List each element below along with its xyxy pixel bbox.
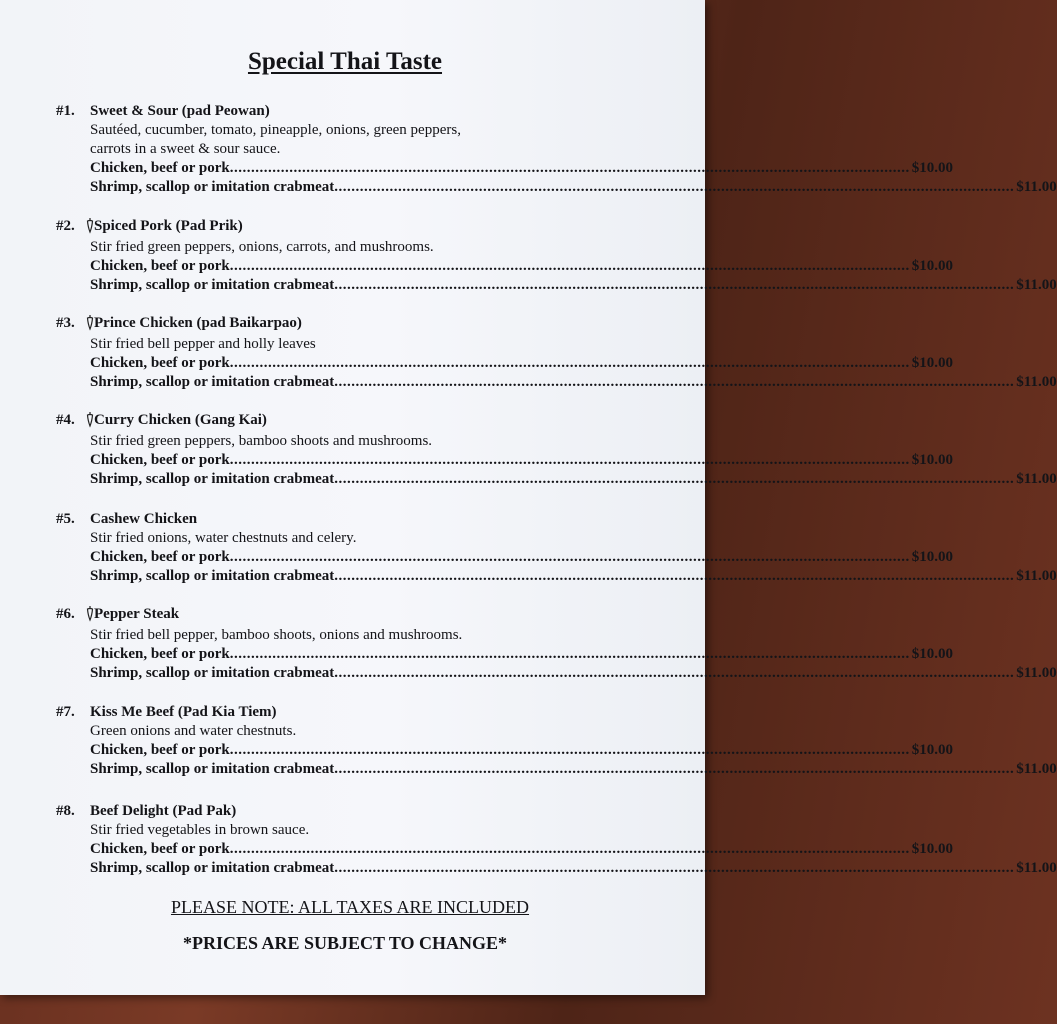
dot-leader: ................................................................................................................................................................ [334, 179, 1015, 195]
price-option-label: Shrimp, scallop or imitation crabmeat [90, 374, 335, 390]
price-row [90, 567, 1057, 586]
menu-item-body [90, 335, 1057, 392]
dot-leader: ................................................................................................................................................................ [229, 258, 910, 274]
menu-item-body [90, 121, 1057, 197]
price: $10.00 [911, 355, 953, 371]
price-row [90, 859, 1057, 878]
menu-item-body [90, 529, 1057, 586]
menu-item-body [90, 432, 1057, 489]
item-name: Curry Chicken (Gang Kai) [94, 412, 267, 428]
menu-item-header [56, 802, 641, 821]
price-row [90, 373, 1057, 392]
menu-item-header [56, 703, 641, 722]
item-number: #1. [56, 103, 75, 119]
item-number: #7. [56, 704, 75, 720]
menu-item-header [56, 102, 641, 121]
price-row [90, 548, 953, 567]
price: $11.00 [1016, 665, 1057, 681]
menu-item [56, 411, 1057, 489]
item-name: Kiss Me Beef (Pad Kia Tiem) [90, 704, 277, 720]
item-description: carrots in a sweet & sour sauce. [90, 141, 281, 157]
menu-title: Special Thai Taste [247, 48, 443, 75]
price-option-label: Shrimp, scallop or imitation crabmeat [90, 761, 335, 777]
price-option-label: Shrimp, scallop or imitation crabmeat [90, 179, 335, 195]
price: $11.00 [1016, 860, 1057, 876]
item-name: Cashew Chicken [90, 511, 198, 527]
menu-item [56, 314, 1057, 392]
menu-item-body [90, 238, 1057, 295]
menu-item [56, 703, 1057, 779]
price: $10.00 [911, 160, 953, 176]
item-description: Stir fried green peppers, bamboo shoots and mushrooms. [90, 433, 433, 449]
price-option-label: Chicken, beef or pork [90, 549, 230, 565]
dot-leader: ................................................................................................................................................................ [334, 860, 1015, 876]
item-description: Sautéed, cucumber, tomato, pineapple, onions, green peppers, [90, 122, 461, 138]
price-option-label: Chicken, beef or pork [90, 742, 230, 758]
menu-item-header [56, 411, 641, 432]
price: $10.00 [911, 549, 953, 565]
dot-leader: ................................................................................................................................................................ [229, 355, 910, 371]
menu-item-body [90, 821, 1057, 878]
item-number: #6. [56, 606, 75, 622]
dot-leader: ................................................................................................................................................................ [334, 277, 1015, 293]
item-description: Green onions and water chestnuts. [90, 723, 297, 739]
item-number: #2. [56, 218, 75, 234]
item-name: Pepper Steak [94, 606, 180, 622]
price-option-label: Shrimp, scallop or imitation crabmeat [90, 665, 335, 681]
price-row [90, 741, 953, 760]
price: $11.00 [1016, 471, 1057, 487]
chili-pepper-icon [86, 314, 92, 335]
menu-item [56, 102, 1057, 197]
price: $10.00 [911, 646, 953, 662]
menu-item [56, 510, 1057, 586]
price: $10.00 [911, 452, 953, 468]
dot-leader: ................................................................................................................................................................ [334, 471, 1015, 487]
item-description: Stir fried onions, water chestnuts and celery. [90, 530, 357, 546]
menu-item-header [56, 217, 641, 238]
price-option-label: Chicken, beef or pork [90, 452, 230, 468]
price-option-label: Chicken, beef or pork [90, 258, 230, 274]
dot-leader: ................................................................................................................................................................ [229, 549, 910, 565]
price-row [90, 159, 953, 178]
price-option-label: Chicken, beef or pork [90, 160, 230, 176]
price-option-label: Shrimp, scallop or imitation crabmeat [90, 568, 335, 584]
price: $10.00 [911, 742, 953, 758]
price-row [90, 664, 1057, 683]
price-change-warning: *PRICES ARE SUBJECT TO CHANGE* [182, 933, 508, 953]
price: $11.00 [1016, 761, 1057, 777]
price: $11.00 [1016, 568, 1057, 584]
item-number: #3. [56, 315, 75, 331]
dot-leader: ................................................................................................................................................................ [229, 160, 910, 176]
chili-pepper-icon [86, 217, 92, 238]
item-name: Sweet & Sour (pad Peowan) [90, 103, 270, 119]
dot-leader: ................................................................................................................................................................ [229, 841, 910, 857]
tax-note: PLEASE NOTE: ALL TAXES ARE INCLUDED [170, 897, 530, 917]
menu-item [56, 802, 1057, 878]
menu-item-body [90, 626, 1057, 683]
price-row [90, 276, 1057, 295]
dot-leader: ................................................................................................................................................................ [229, 452, 910, 468]
price-row [90, 760, 1057, 779]
item-number: #4. [56, 412, 75, 428]
dot-leader: ................................................................................................................................................................ [229, 742, 910, 758]
menu-item-header [56, 605, 641, 626]
price: $11.00 [1016, 277, 1057, 293]
menu-item [56, 217, 1057, 295]
item-number: #8. [56, 803, 75, 819]
price-option-label: Shrimp, scallop or imitation crabmeat [90, 277, 335, 293]
price-row [90, 470, 1057, 489]
price-row [90, 645, 953, 664]
menu-item-body [90, 722, 1057, 779]
dot-leader: ................................................................................................................................................................ [334, 761, 1015, 777]
item-name: Prince Chicken (pad Baikarpao) [94, 315, 302, 331]
price-row [90, 354, 953, 373]
dot-leader: ................................................................................................................................................................ [229, 646, 910, 662]
menu-item-header [56, 314, 641, 335]
price-row [90, 178, 1057, 197]
chili-pepper-icon [86, 411, 92, 432]
price: $11.00 [1016, 179, 1057, 195]
item-description: Stir fried green peppers, onions, carrots, and mushrooms. [90, 239, 434, 255]
price-row [90, 451, 953, 470]
dot-leader: ................................................................................................................................................................ [334, 374, 1015, 390]
item-description: Stir fried vegetables in brown sauce. [90, 822, 310, 838]
dot-leader: ................................................................................................................................................................ [334, 568, 1015, 584]
menu-item [56, 605, 1057, 683]
price-option-label: Chicken, beef or pork [90, 646, 230, 662]
item-description: Stir fried bell pepper and holly leaves [90, 336, 316, 352]
price-row [90, 840, 953, 859]
item-number: #5. [56, 511, 75, 527]
price: $10.00 [911, 258, 953, 274]
price-option-label: Chicken, beef or pork [90, 841, 230, 857]
price-option-label: Shrimp, scallop or imitation crabmeat [90, 860, 335, 876]
item-name: Beef Delight (Pad Pak) [90, 803, 237, 819]
price-option-label: Shrimp, scallop or imitation crabmeat [90, 471, 335, 487]
price-option-label: Chicken, beef or pork [90, 355, 230, 371]
item-description: Stir fried bell pepper, bamboo shoots, onions and mushrooms. [90, 627, 463, 643]
menu-item-header [56, 510, 641, 529]
dot-leader: ................................................................................................................................................................ [334, 665, 1015, 681]
price: $11.00 [1016, 374, 1057, 390]
price-row [90, 257, 953, 276]
chili-pepper-icon [86, 605, 92, 626]
item-name: Spiced Pork (Pad Prik) [94, 218, 243, 234]
price: $10.00 [911, 841, 953, 857]
